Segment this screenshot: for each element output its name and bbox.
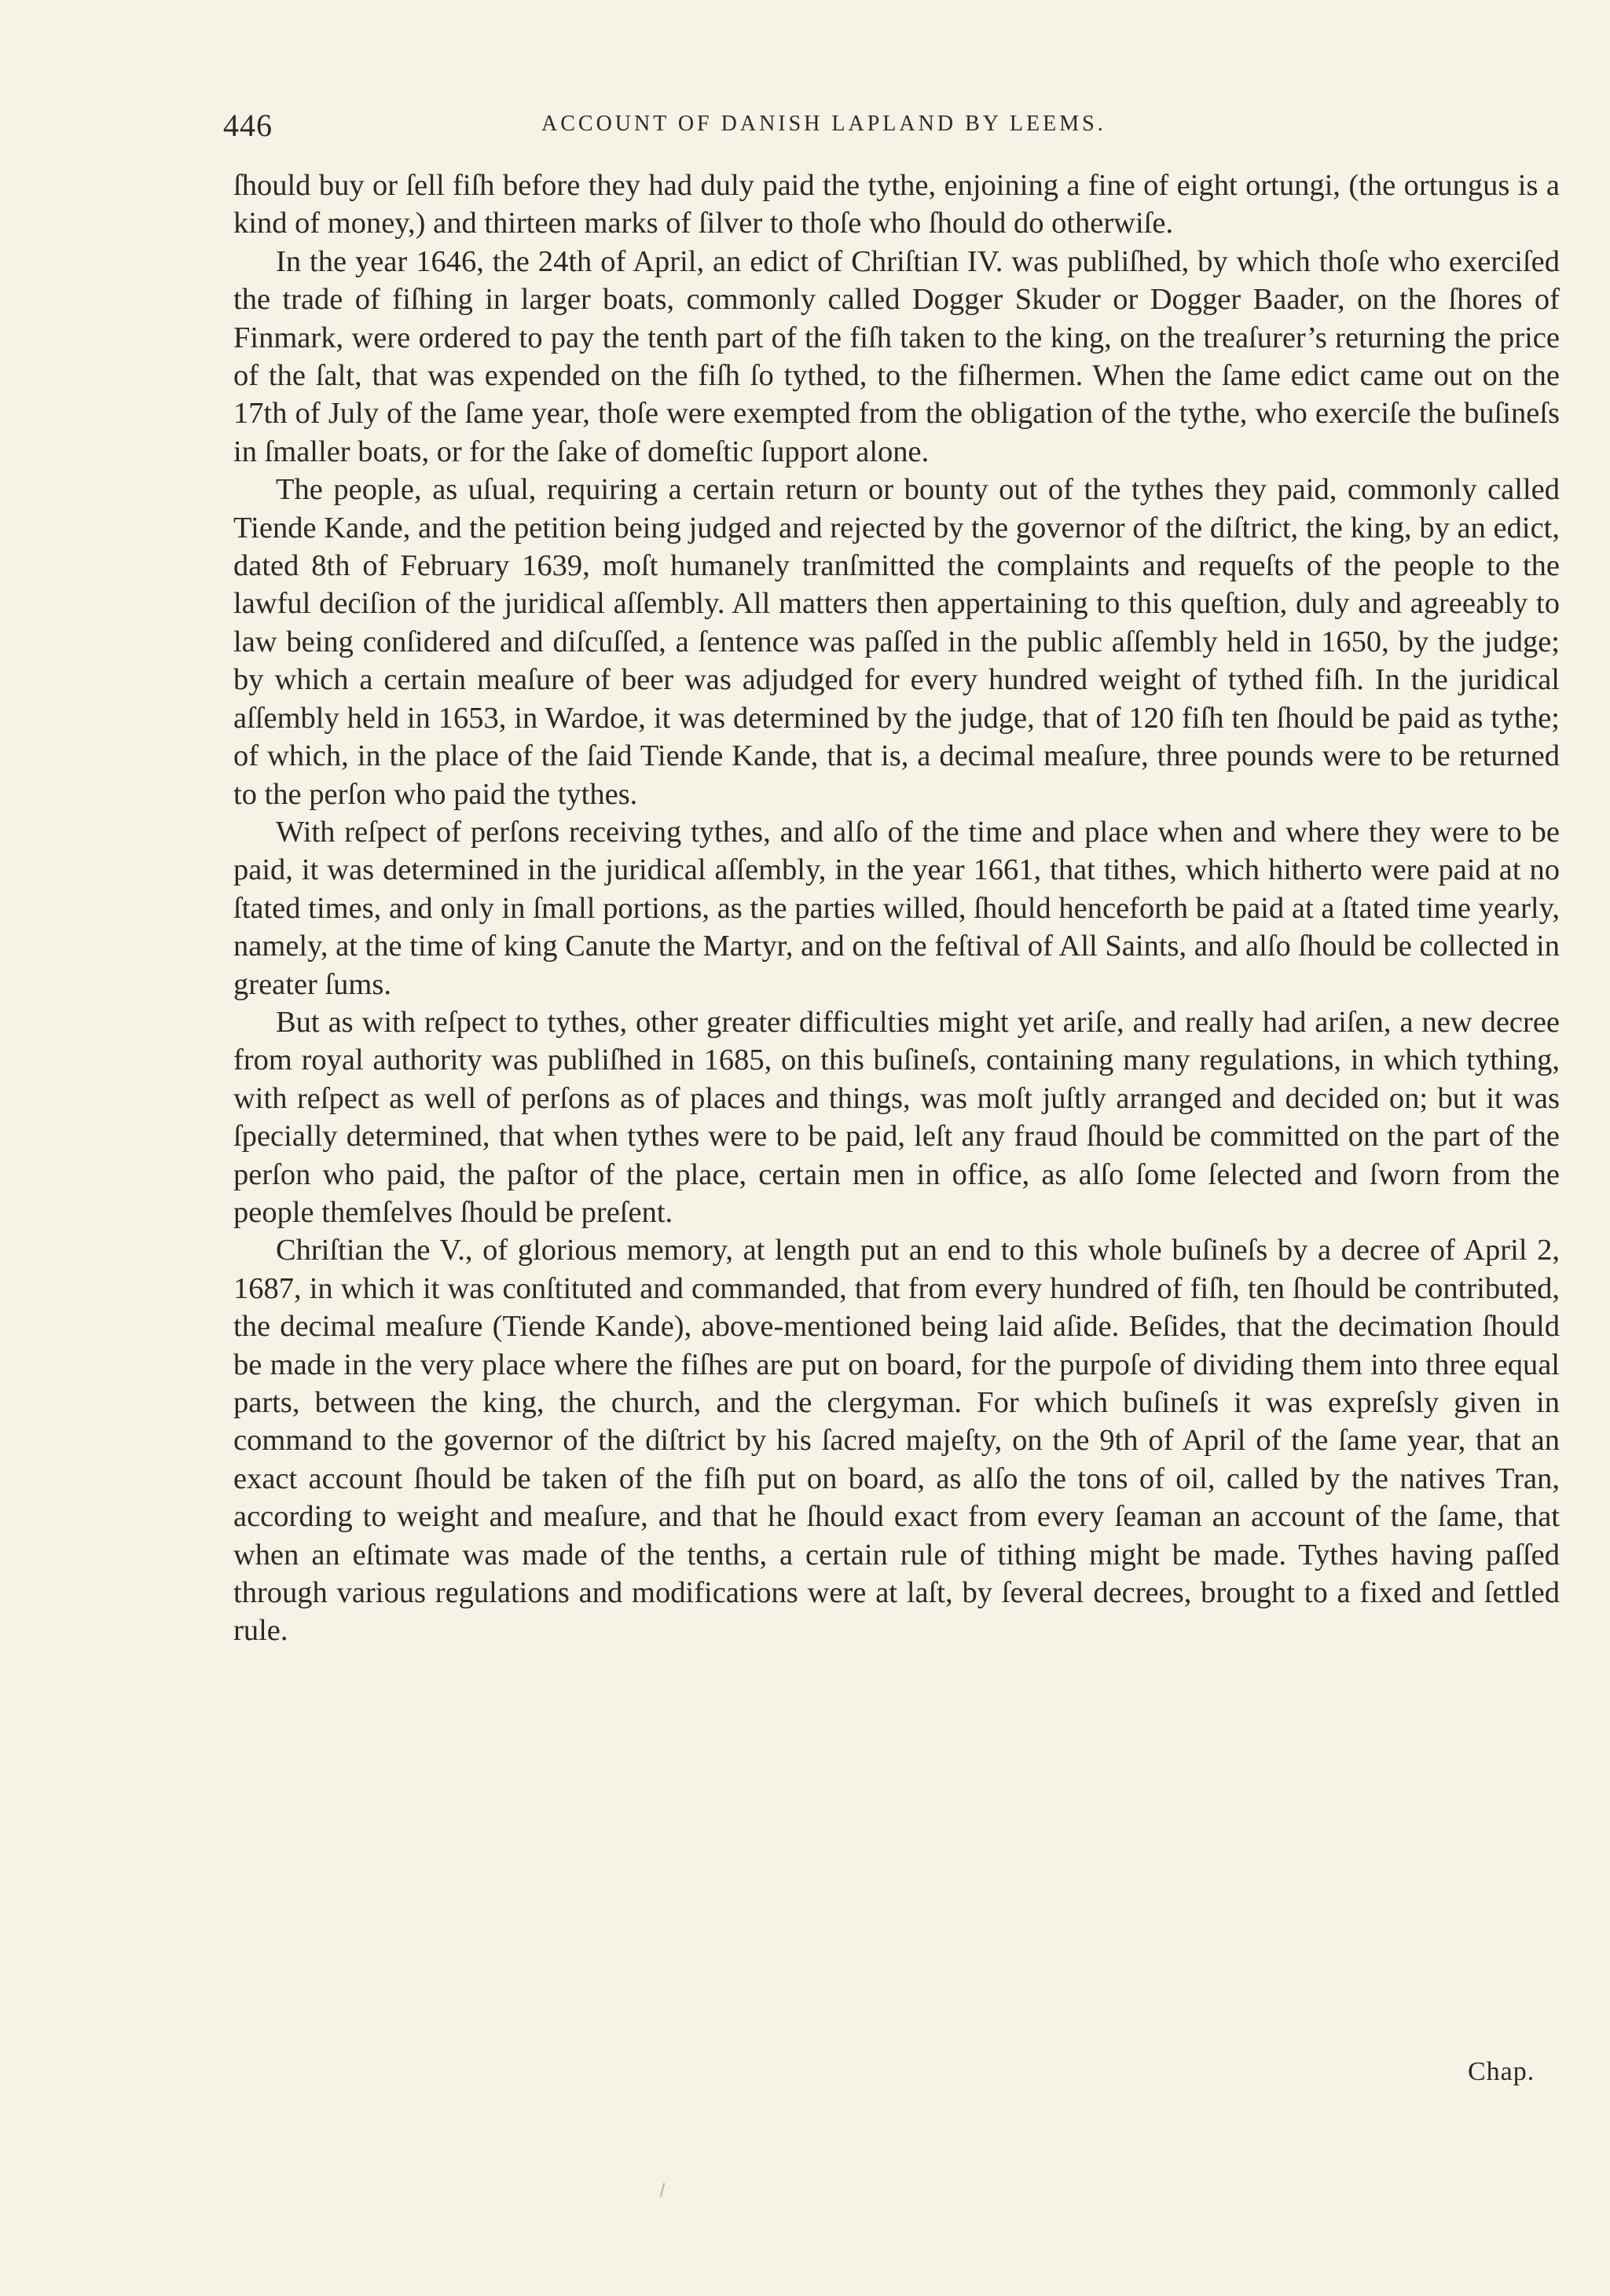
paragraph-6: Chriſtian the V., of glorious memory, at length put an end to this whole buſineſs by a decree of April 2, 1687, in which it was conſtituted and commanded, that from every hundred of fiſh, ten ſhould be contributed, the decimal meaſure (Tiende Kande), above-mentioned being laid aſide. Beſides, that the decimation ſhould be made in the very place where the fiſhes are put on board, for the purpoſe of dividing them into three equal parts, between the king, the church, and the clergyman. For which buſineſs it was expreſsly given in command to the governor of the diſtrict by his ſacred majeſty, on the 9th of April of the ſame year, that an exact account ſhould be taken of the fiſh put on board, as alſo the tons of oil, called by the natives Tran, according to weight and meaſure, and that he ſhould exact from every ſeaman an account of the ſame, that when an eſtimate was made of the tenths, a certain rule of tithing might be made. Tythes having paſſed through various regulations and modifications were at laſt, by ſeveral decrees, brought to a fixed and ſettled rule. [233,1234,1560,1648]
catchword: Chap. [1468,2057,1535,2086]
paragraph-2: In the year 1646, the 24th of April, an edict of Chriſtian IV. was publiſhed, by which thoſe who exerciſed the trade of fiſhing in larger boats, commonly called Dogger Skuder or Dogger Baader, on the ſhores of Finmark, were ordered to pay the tenth part of the fiſh taken to the king, on the treaſurer’s returning the price of the ſalt, that was expended on the fiſh ſo tythed, to the fiſhermen. When the ſame edict came out on the 17th of July of the ſame year, thoſe were exempted from the obligation of the tythe, who exerciſe the buſineſs in ſmaller boats, or for the ſake of domeſtic ſupport alone. [233,244,1560,468]
body-text [233,167,1560,1650]
page-number: 446 [223,108,273,143]
page-header [223,107,1559,154]
paper-speck [660,2183,666,2197]
paragraph-1: ſhould buy or ſell fiſh before they had duly paid the tythe, enjoining a fine of eight ortungi, (the ortungus is a kind of money,) and thirteen marks of ſilver to thoſe who ſhould do otherwiſe. [233,169,1560,240]
paragraph-4: With reſpect of perſons receiving tythes, and alſo of the time and place when and where they were to be paid, it was determined in the juridical aſſembly, in the year 1661, that tithes, which hitherto were paid at no ſtated times, and only in ſmall portions, as the parties willed, ſhould henceforth be paid at a ſtated time yearly, namely, at the time of king Canute the Martyr, and on the feſtival of All Saints, and alſo ſhould be collected in greater ſums. [233,815,1560,1001]
paragraph-5: But as with reſpect to tythes, other greater difficulties might yet ariſe, and really had ariſen, a new decree from royal authority was publiſhed in 1685, on this buſineſs, containing many regulations, in which tything, with reſpect as well of perſons as of places and things, was moſt juſtly arranged and decided on; but it was ſpecially determined, that when tythes were to be paid, leſt any fraud ſhould be committed on the part of the perſon who paid, the paſtor of the place, certain men in office, as alſo ſome ſelected and ſworn from the people themſelves ſhould be preſent. [233,1005,1560,1229]
running-head: ACCOUNT OF DANISH LAPLAND BY LEEMS. [541,112,1106,136]
paragraph-3: The people, as uſual, requiring a certain return or bounty out of the tythes they paid, commonly called Tiende Kande, and the petition being judged and rejected by the governor of the diſtrict, the king, by an edict, dated 8th of February 1639, moſt humanely tranſmitted the complaints and requeſts of the people to the lawful deciſion of the juridical aſſembly. All matters then appertaining to this queſtion, duly and agreeably to law being conſidered and diſcuſſed, a ſentence was paſſed in the public aſſembly held in 1650, by the judge; by which a certain meaſure of beer was adjudged for every hundred weight of tythed fiſh. In the juridical aſſembly held in 1653, in Wardoe, it was determined by the judge, that of 120 fiſh ten ſhould be paid as tythe; of which, in the place of the ſaid Tiende Kande, that is, a decimal meaſure, three pounds were to be returned to the perſon who paid the tythes. [233,473,1560,811]
